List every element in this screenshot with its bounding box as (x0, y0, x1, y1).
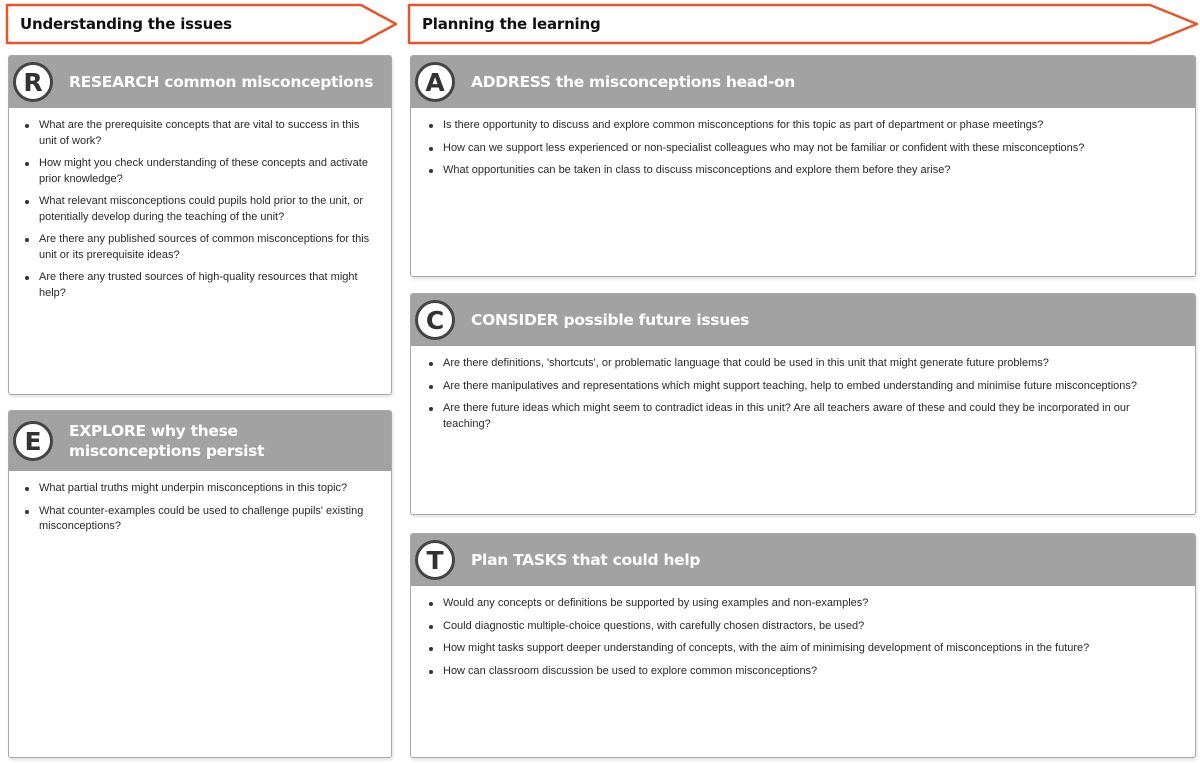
question-list (9, 471, 391, 548)
research-card (8, 55, 392, 395)
card-title: RESEARCH common misconceptions (69, 73, 374, 91)
letter-badge: E (13, 421, 53, 461)
question-list (411, 346, 1195, 445)
letter-badge: T (415, 540, 455, 580)
list-item: What relevant misconceptions could pupils hold prior to the unit, or potentially develop during the teaching of the unit? (23, 194, 379, 225)
card-title: ADDRESS the misconceptions head-on (471, 73, 796, 91)
question-list (411, 108, 1195, 192)
planning-banner (408, 4, 1200, 44)
card-header (411, 294, 1195, 346)
card-header (9, 56, 391, 108)
list-item: Are there manipulatives and representations which might support teaching, help to embed understanding and minimise future misconceptions? (427, 379, 1177, 395)
card-header (411, 534, 1195, 586)
list-item: Is there opportunity to discuss and explore common misconceptions for this topic as part of department or phase meetings? (427, 118, 1177, 134)
list-item: Are there any published sources of common misconceptions for this unit or its prerequisite ideas? (23, 232, 379, 263)
list-item: How can classroom discussion be used to explore common misconceptions? (427, 664, 1177, 680)
list-item: What partial truths might underpin misconceptions in this topic? (23, 481, 379, 497)
list-item: What are the prerequisite concepts that are vital to success in this unit of work? (23, 118, 379, 149)
card-title: EXPLORE why these misconceptions persist (69, 422, 265, 460)
question-list (9, 108, 391, 314)
banner-title: Understanding the issues (20, 15, 232, 33)
list-item: What counter-examples could be used to challenge pupils' existing misconceptions? (23, 504, 379, 535)
list-item: How can we support less experienced or non-specialist colleagues who may not be familiar or confident with these misconceptions? (427, 141, 1177, 157)
question-list (411, 586, 1195, 692)
list-item: Could diagnostic multiple-choice questions, with carefully chosen distractors, be used? (427, 619, 1177, 635)
explore-card (8, 410, 392, 758)
understanding-banner (6, 4, 398, 44)
list-item: How might you check understanding of these concepts and activate prior knowledge? (23, 156, 379, 187)
card-title: Plan TASKS that could help (471, 551, 701, 569)
tasks-card (410, 533, 1196, 758)
list-item: Would any concepts or definitions be supported by using examples and non-examples? (427, 596, 1177, 612)
letter-badge: C (415, 300, 455, 340)
card-title: CONSIDER possible future issues (471, 311, 750, 329)
address-card (410, 55, 1196, 277)
card-header (411, 56, 1195, 108)
letter-badge: R (13, 62, 53, 102)
letter-badge: A (415, 62, 455, 102)
list-item: Are there any trusted sources of high-quality resources that might help? (23, 270, 379, 301)
card-header (9, 411, 391, 471)
list-item: Are there definitions, 'shortcuts', or problematic language that could be used in this unit that might generate future problems? (427, 356, 1177, 372)
consider-card (410, 293, 1196, 515)
banner-title: Planning the learning (422, 15, 601, 33)
list-item: What opportunities can be taken in class to discuss misconceptions and explore them before they arise? (427, 163, 1177, 179)
list-item: How might tasks support deeper understanding of concepts, with the aim of minimising development of misconceptions in the future? (427, 641, 1177, 657)
list-item: Are there future ideas which might seem to contradict ideas in this unit? Are all teachers aware of these and could they be incorporated in our teaching? (427, 401, 1177, 432)
